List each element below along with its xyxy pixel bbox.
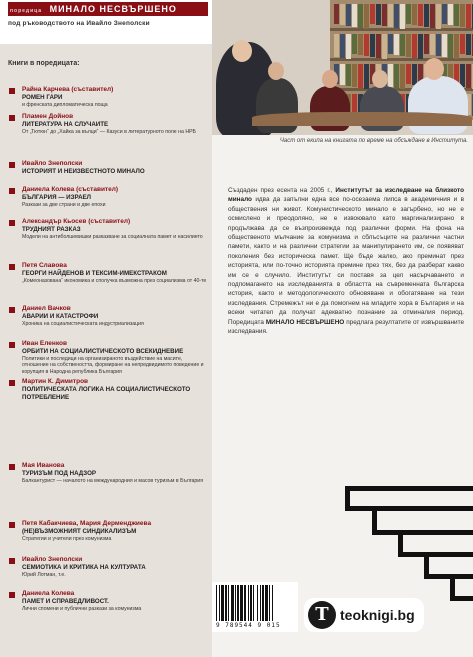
book-entry (22, 262, 208, 284)
table (252, 112, 472, 126)
book-entry (22, 218, 208, 240)
bullet-icon (9, 115, 15, 121)
bullet-icon (9, 342, 15, 348)
book-title: БЪЛГАРИЯ — ИЗРАЕЛ (22, 194, 92, 201)
series-name-inline: МИНАЛО НЕСВЪРШЕНО (265, 318, 345, 326)
team-photo (212, 0, 473, 135)
main-text-tail: предлага резултатите от извършваните изследвания. (228, 318, 464, 336)
book-entry (22, 186, 208, 208)
book-title: ЛИТЕРАТУРА НА СЛУЧАИТЕ (22, 121, 109, 128)
book-title: ПАМЕТ И СПРАВЕДЛИВОСТ. (22, 598, 109, 605)
book-title: ПОЛИТИЧЕСКАТА ЛОГИКА НА СОЦИАЛИСТИЧЕСКОТО ПОТРЕБЛЕНИЕ (22, 386, 191, 401)
book-author: Мая Иванова (22, 462, 65, 469)
teoknigi-logo (304, 598, 424, 632)
bullet-icon (9, 522, 15, 528)
editor-line: под ръководството на Ивайло Знеполски (8, 20, 150, 27)
book-author: Райна Карчева (съставител) (22, 86, 114, 93)
bullet-icon (9, 464, 15, 470)
books-heading: Книги в поредицата: (8, 60, 80, 67)
sidebar (0, 0, 212, 657)
book-author: Даниел Вачков (22, 305, 71, 312)
book-author: Иван Еленков (22, 340, 67, 347)
bullet-icon (9, 220, 15, 226)
series-name: МИНАЛО НЕСВЪРШЕНО (49, 4, 177, 14)
book-author: Петя Славова (22, 262, 67, 269)
book-entry (22, 113, 208, 135)
book-entry (22, 160, 208, 176)
book-entry (22, 520, 208, 542)
book-subtitle: „Комеоназованa“ икономика и сполучка възможна през социализма от 40-те (22, 277, 207, 284)
book-title: ОРБИТИ НА СОЦИАЛИСТИЧЕСКОТО ВСЕКИДНЕВИЕ (22, 348, 184, 355)
book-subtitle: Балкантурист — началото на международния и масов туризъм в България (22, 477, 204, 484)
main-text-lead: Създаден през есента на 2005 г., (228, 187, 336, 194)
main-text (228, 186, 464, 337)
book-author: Даниела Колева (22, 590, 75, 597)
bullet-icon (9, 558, 15, 564)
series-prefix: поредица (10, 8, 43, 14)
book-title: ГЕОРГИ НАЙДЕНОВ И ТЕКСИМ-ИМЕКСТРАКОМ (22, 270, 167, 277)
book-entry (22, 305, 208, 327)
book-title: РОМЕН ГАРИ (22, 94, 63, 101)
book-subtitle: Стратегии и учители през комунизма (22, 535, 112, 542)
bullet-icon (9, 307, 15, 313)
main-text-body: идва да запълни една все по-осезаема липса в академичния и в обществения ни живот. Комунистическото минало е загърбено, но не е осмислено и преодоляно, не е извоювало като маргинализирано в продължава да се възпроизвежда под различни форми. На фона на общественото мълчание за комунизма и сблъсъците на различни частни памети, както и на различни стратегии за манипулирането им, се появяват поколения без историческа памет. Ще бъде жалко, ако преминат през историята, или по-точно историята премине през тях, без да разберат какво им се е случило. Институтът си поставя за цел насърчаването и подпомагането на изследванията в областта на съвременната българска история, както и методологическото обновяване и обогатяване на тези изследвания. Стремежът ни е да помогнем на младите хора в България и на всеки читател да получат адекватно познание за отминалия период. Поредицата (228, 196, 464, 326)
bullet-icon (9, 88, 15, 94)
book-entry (22, 590, 208, 612)
institute-name: Институтът за изследване на близкото минало (228, 187, 464, 204)
book-subtitle: Лични спомени и публични разкази за комунизма (22, 605, 142, 612)
book-title: ИСТОРИЯТ И НЕИЗВЕСТНОТО МИНАЛО (22, 168, 145, 175)
stair-decoration (345, 486, 473, 491)
book-author: Даниела Колева (съставител) (22, 186, 119, 193)
book-entry (22, 86, 208, 108)
series-bar (8, 2, 208, 16)
bullet-icon (9, 188, 15, 194)
book-subtitle: От „Тютюн“ до „Хайка за вълци“ — Казуси в литературното поле на НРБ (22, 128, 196, 135)
barcode (212, 582, 298, 632)
book-title: АВАРИИ И КАТАСТРОФИ (22, 313, 99, 320)
bullet-icon (9, 162, 15, 168)
series-header (0, 0, 212, 44)
bullet-icon (9, 264, 15, 270)
photo-caption: Част от екипа на книгата по време на обсъждане в Института. (279, 138, 468, 144)
book-author: Александър Кьосев (съставител) (22, 218, 131, 225)
book-entry (22, 462, 208, 484)
book-title: СЕМИОТИКА И КРИТИКА НА КУЛТУРАТА (22, 564, 146, 571)
book-title: ТРУДНИЯТ РАЗКАЗ (22, 226, 81, 233)
book-title: (НЕ)ВЪЗМОЖНИЯТ СИНДИКАЛИЗЪМ (22, 528, 137, 535)
book-author: Пламен Дойнов (22, 113, 74, 120)
book-entry (22, 378, 208, 401)
book-author: Ивайло Знеполски (22, 160, 83, 167)
book-subtitle: Разкази за две страни и две епохи (22, 201, 106, 208)
bullet-icon (9, 380, 15, 386)
barcode-digits: 9 789544 9 015 (216, 622, 281, 629)
book-subtitle: Хроника на социалистическата индустриализация (22, 320, 144, 327)
book-subtitle: Юрий Лотман, т.е. (22, 571, 66, 578)
bullet-icon (9, 592, 15, 598)
barcode-bars (216, 585, 294, 621)
book-author: Ивайло Знеполски (22, 556, 83, 563)
book-author: Петя Кабакчиева, Мария Дерменджиева (22, 520, 152, 527)
logo-mark-icon: T (308, 601, 336, 629)
book-title: ТУРИЗЪМ ПОД НАДЗОР (22, 470, 97, 477)
book-author: Мартин К. Димитров (22, 378, 89, 385)
book-entry (22, 340, 208, 375)
book-entry (22, 556, 208, 578)
book-subtitle: Политики и последици на организираното въздействие на масите, отношение на собствеността, формиране на непредвидимото поведение и корупция в Народна република България (22, 355, 204, 375)
logo-text: teoknigi.bg (340, 607, 415, 623)
book-subtitle: и френската дипломатическа поща (22, 101, 108, 108)
book-subtitle: Модели на антиболшевишки разказване за социалната памет и насилието (22, 233, 203, 240)
